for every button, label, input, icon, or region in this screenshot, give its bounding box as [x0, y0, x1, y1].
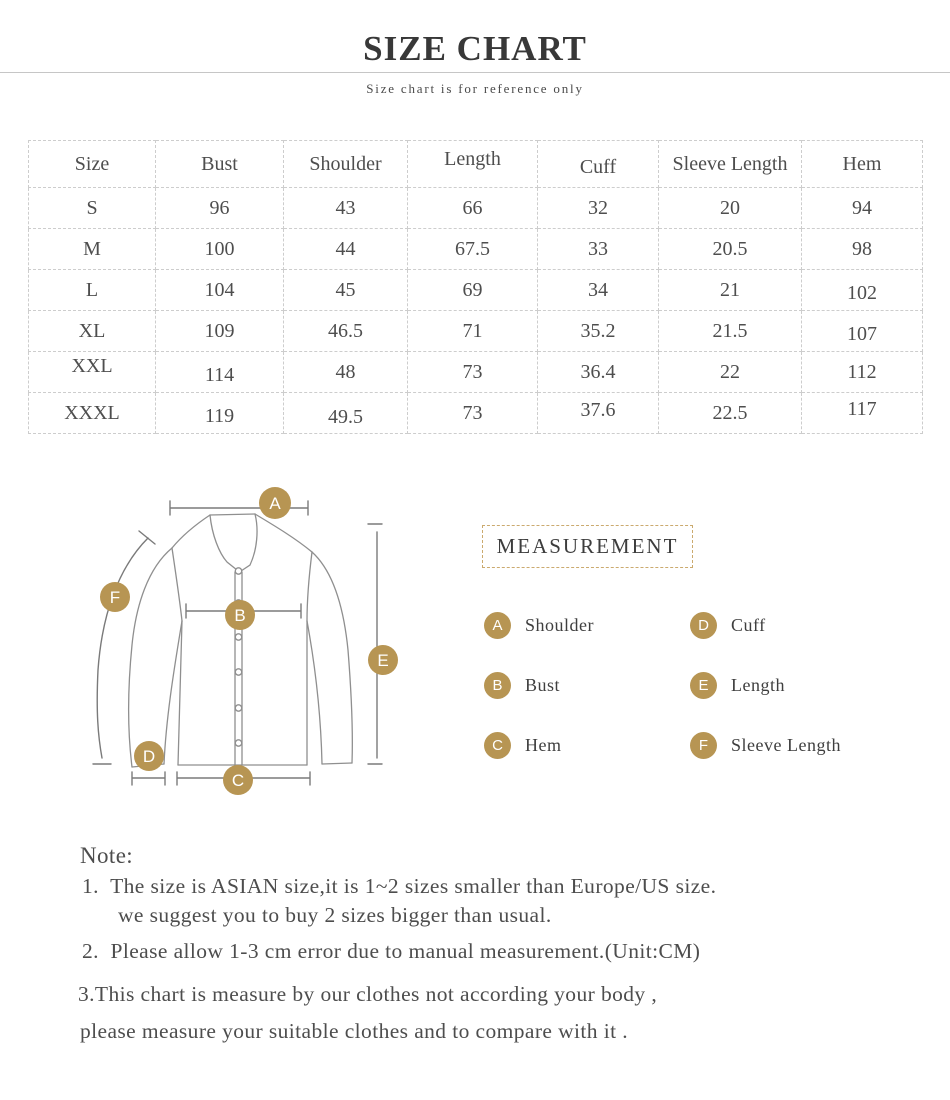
legend-marker-icon: C [484, 732, 511, 759]
note-line: 3.This chart is measure by our clothes not according your body , [78, 982, 658, 1006]
table-row [29, 270, 923, 311]
legend-label: Hem [525, 735, 562, 755]
table-row [29, 188, 923, 229]
table-cell: XL [29, 311, 156, 352]
table-cell: 71 [408, 311, 538, 352]
table-cell: 102 [802, 270, 923, 311]
svg-text:E: E [377, 651, 389, 670]
table-cell: 49.5 [284, 393, 408, 434]
measurement-panel-title: MEASUREMENT [482, 525, 693, 568]
table-row [29, 311, 923, 352]
table-cell: 73 [408, 393, 538, 434]
shirt-measurement-diagram [60, 480, 460, 810]
legend-label: Cuff [731, 615, 766, 635]
table-cell: 21 [659, 270, 802, 311]
table-cell: 32 [538, 188, 659, 229]
svg-text:D: D [142, 747, 156, 766]
column-header: Size [29, 141, 156, 188]
legend-marker-icon: E [690, 672, 717, 699]
page-subtitle: Size chart is for reference only [366, 81, 584, 96]
table-cell: 45 [284, 270, 408, 311]
table-row [29, 393, 923, 434]
marker-b-icon [225, 600, 255, 630]
table-cell: 44 [284, 229, 408, 270]
table-cell: 112 [802, 352, 923, 393]
notes-heading: Note: [80, 843, 134, 868]
table-row [29, 229, 923, 270]
table-cell: 109 [156, 311, 284, 352]
note-line: 1. The size is ASIAN size,it is 1~2 sizes smaller than Europe/US size. [82, 874, 717, 898]
note-line: 2. Please allow 1-3 cm error due to manual measurement.(Unit:CM) [82, 939, 701, 963]
size-table-body [29, 188, 923, 434]
legend-item [690, 612, 841, 639]
marker-e-icon [368, 645, 398, 675]
svg-text:C: C [231, 771, 245, 790]
marker-a-icon [259, 487, 291, 519]
legend-item [484, 672, 690, 699]
table-cell: 94 [802, 188, 923, 229]
table-cell: L [29, 270, 156, 311]
table-cell: 34 [538, 270, 659, 311]
table-cell: 104 [156, 270, 284, 311]
table-cell: 66 [408, 188, 538, 229]
table-cell: 21.5 [659, 311, 802, 352]
column-header: Bust [156, 141, 284, 188]
legend-marker-icon: B [484, 672, 511, 699]
legend-item [690, 732, 841, 759]
table-cell: 22.5 [659, 393, 802, 434]
column-header: Shoulder [284, 141, 408, 188]
size-table-header-row [29, 141, 923, 188]
svg-text:F: F [109, 588, 121, 607]
legend-item [690, 672, 841, 699]
table-cell: S [29, 188, 156, 229]
legend-label: Sleeve Length [731, 735, 841, 755]
table-cell: 36.4 [538, 352, 659, 393]
column-header: Length [408, 141, 538, 188]
legend-item [484, 612, 690, 639]
page-title: SIZE CHART [363, 29, 587, 68]
legend-marker-icon: F [690, 732, 717, 759]
table-cell: 98 [802, 229, 923, 270]
table-cell: 33 [538, 229, 659, 270]
table-cell: 119 [156, 393, 284, 434]
legend-marker-icon: D [690, 612, 717, 639]
table-cell: 73 [408, 352, 538, 393]
column-header: Cuff [538, 141, 659, 188]
measurement-legend [484, 612, 841, 759]
table-cell: XXL [29, 352, 156, 393]
marker-badges [100, 487, 398, 795]
legend-item [484, 732, 690, 759]
table-cell: 117 [802, 393, 923, 434]
table-cell: M [29, 229, 156, 270]
table-cell: 37.6 [538, 393, 659, 434]
table-cell: 107 [802, 311, 923, 352]
table-cell: 20 [659, 188, 802, 229]
note-line: we suggest you to buy 2 sizes bigger than usual. [118, 903, 552, 927]
marker-d-icon [134, 741, 164, 771]
table-cell: XXXL [29, 393, 156, 434]
table-cell: 100 [156, 229, 284, 270]
table-row [29, 352, 923, 393]
shirt-outline-drawing [129, 514, 353, 767]
table-cell: 67.5 [408, 229, 538, 270]
table-cell: 20.5 [659, 229, 802, 270]
table-cell: 35.2 [538, 311, 659, 352]
table-cell: 43 [284, 188, 408, 229]
table-cell: 96 [156, 188, 284, 229]
legend-label: Shoulder [525, 615, 594, 635]
column-header: Hem [802, 141, 923, 188]
table-cell: 114 [156, 352, 284, 393]
table-cell: 46.5 [284, 311, 408, 352]
size-table [28, 140, 923, 434]
table-cell: 48 [284, 352, 408, 393]
marker-c-icon [223, 765, 253, 795]
table-cell: 22 [659, 352, 802, 393]
svg-text:B: B [234, 606, 246, 625]
title-divider [0, 72, 950, 73]
table-cell: 69 [408, 270, 538, 311]
note-line: please measure your suitable clothes and to compare with it . [80, 1019, 629, 1043]
svg-text:A: A [269, 494, 281, 513]
marker-f-icon [100, 582, 130, 612]
legend-label: Length [731, 675, 785, 695]
legend-marker-icon: A [484, 612, 511, 639]
legend-label: Bust [525, 675, 561, 695]
column-header: Sleeve Length [659, 141, 802, 188]
